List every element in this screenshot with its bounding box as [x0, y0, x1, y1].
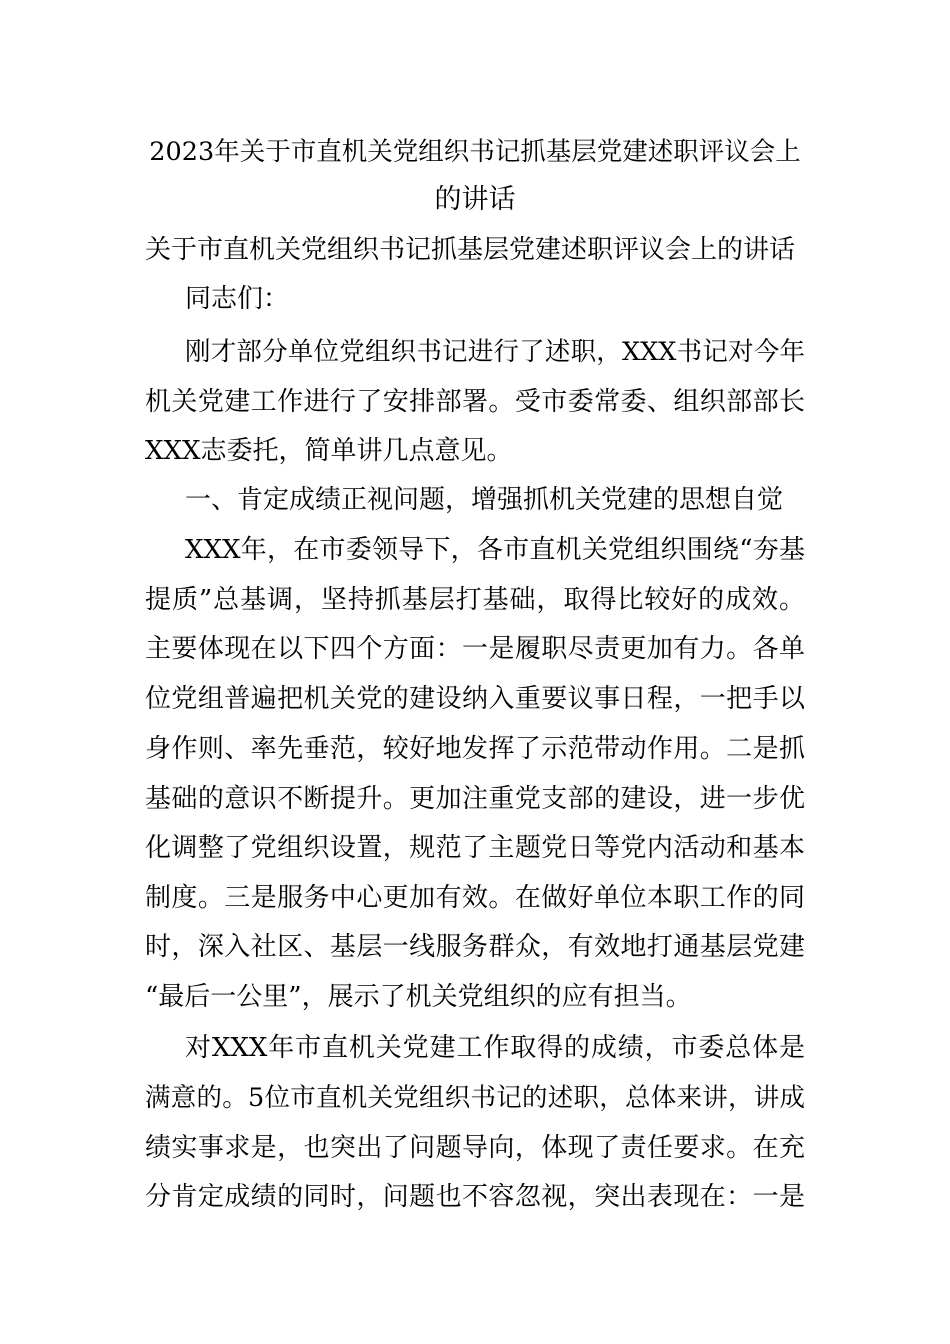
- paragraph-line: 满意的。5位市直机关党组织书记的述职，总体来讲，讲成: [145, 1083, 805, 1113]
- paragraph-line: 化调整了党组织设置，规范了主题党日等党内活动和基本: [145, 833, 805, 863]
- document-subtitle: 关于市直机关党组织书记抓基层党建述职评议会上的讲话: [145, 235, 796, 265]
- paragraph-line: 刚才部分单位党组织书记进行了述职，XXX书记对今年: [185, 337, 805, 367]
- paragraph-line: 分肯定成绩的同时，问题也不容忽视，突出表现在：一是: [145, 1182, 805, 1212]
- paragraph-line: 制度。三是服务中心更加有效。在做好单位本职工作的同: [145, 883, 805, 913]
- document-title-line-2: 的讲话: [434, 184, 516, 215]
- paragraph-line: 时，深入社区、基层一线服务群众，有效地打通基层党建: [145, 932, 805, 962]
- paragraph-line: 身作则、率先垂范，较好地发挥了示范带动作用。二是抓: [145, 734, 805, 764]
- document-title-line-1: 2023年关于市直机关党组织书记抓基层党建述职评议会上: [149, 137, 801, 167]
- paragraph-line: 对XXX年市直机关党建工作取得的成绩，市委总体是: [185, 1033, 805, 1063]
- paragraph-line: 提质”总基调，坚持抓基层打基础，取得比较好的成效。: [145, 585, 805, 615]
- paragraph-line: 机关党建工作进行了安排部署。受市委常委、组织部部长: [145, 387, 805, 417]
- paragraph-line: 位党组普遍把机关党的建设纳入重要议事日程，一把手以: [145, 684, 805, 714]
- greeting: 同志们：: [185, 284, 290, 314]
- paragraph-line: 主要体现在以下四个方面：一是履职尽责更加有力。各单: [145, 634, 805, 664]
- paragraph-line: “最后一公里”，展示了机关党组织的应有担当。: [145, 982, 692, 1012]
- paragraph-line: XXX年，在市委领导下，各市直机关党组织围绕“夯基: [185, 535, 805, 565]
- section-heading: 一、肯定成绩正视问题，增强抓机关党建的思想自觉: [185, 485, 784, 515]
- paragraph-line: 基础的意识不断提升。更加注重党支部的建设，进一步优: [145, 784, 805, 814]
- paragraph-line: 绩实事求是，也突出了问题导向，体现了责任要求。在充: [145, 1133, 805, 1163]
- paragraph-line: XXX志委托，简单讲几点意见。: [145, 436, 513, 466]
